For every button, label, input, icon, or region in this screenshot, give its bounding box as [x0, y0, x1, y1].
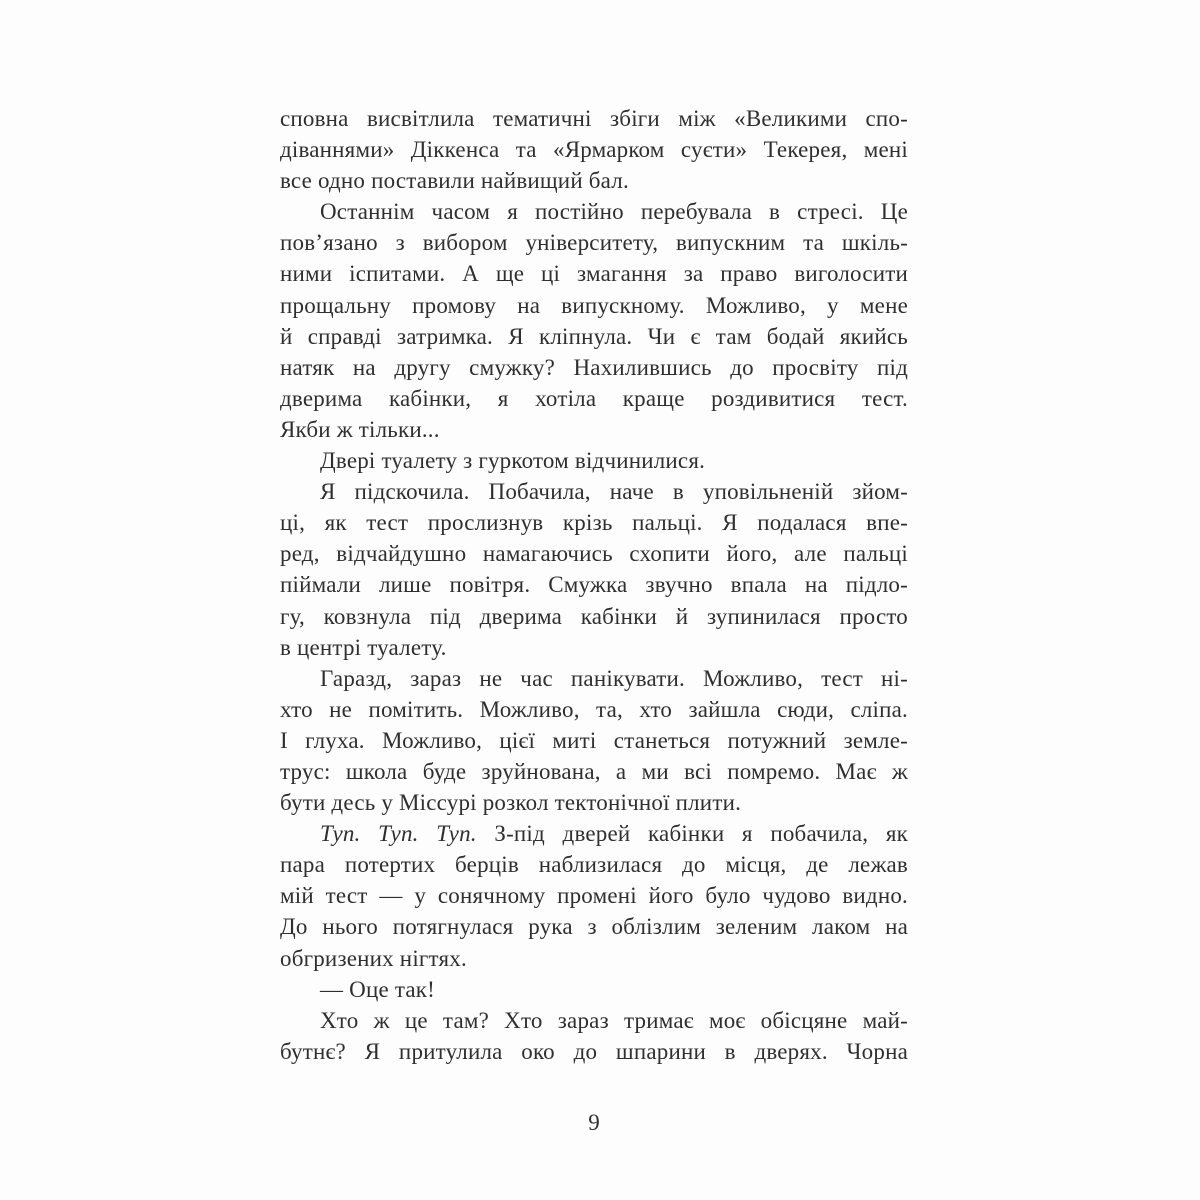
- italic-lead-text: Туп. Туп. Туп.: [320, 821, 477, 847]
- text-line: бутнє? Я притулила око до шпарини в дверях. Чорна: [280, 1038, 908, 1064]
- text-line: пара потертих берців наблизилася до місця, де лежав: [280, 852, 908, 878]
- text-line: пов’язано з вибором університету, випускним та шкіль-: [280, 230, 908, 256]
- text-line: гу, ковзнула під дверима кабінки й зупинилася просто: [280, 603, 908, 629]
- text-line: й справді затримка. Я кліпнула. Чи є там бодай якийсь: [280, 323, 908, 349]
- text-line: Двері туалету з гуркотом відчинилися.: [320, 448, 706, 474]
- text-line: бути десь у Міссурі розкол тектонічної плити.: [280, 790, 742, 816]
- text-line: [280, 818, 908, 849]
- text-line: прощальну промову на випускному. Можливо, у мене: [280, 292, 908, 318]
- text-line: в центрі туалету.: [280, 634, 447, 660]
- text-line: ред, відчайдушно намагаючись схопити його, але пальці: [280, 541, 908, 567]
- text-line: Якби ж тільки...: [280, 416, 440, 442]
- text-line: все одно поставили найвищий бал.: [280, 168, 629, 194]
- text-line: натяк на другу смужку? Нахилившись до просвіту під: [280, 354, 908, 380]
- text-line: — Оце так!: [320, 976, 436, 1002]
- text-line-rest: З-під дверей кабінки я побачила, як: [476, 821, 909, 847]
- page-text: [280, 103, 908, 1067]
- text-line: Гаразд, зараз не час панікувати. Можливо, тест ні-: [320, 665, 908, 691]
- text-line: обгризених нігтях.: [280, 945, 467, 971]
- text-line: ці, як тест прослизнув крізь пальці. Я подалася впе-: [280, 510, 908, 536]
- text-line: дверима кабінки, я хотіла краще роздивитися тест.: [280, 385, 908, 411]
- text-line: Останнім часом я постійно перебувала в стресі. Це: [320, 199, 908, 225]
- text-line: ними іспитами. А ще ці змагання за право виголосити: [280, 261, 908, 287]
- text-line: Я підскочила. Побачила, наче в уповільненій зйом-: [320, 479, 908, 505]
- text-line: хто не помітить. Можливо, та, хто зайшла сюди, сліпа.: [280, 696, 908, 722]
- text-line: мій тест — у сонячному промені його було чудово видно.: [280, 883, 908, 909]
- text-line: Хто ж це там? Хто зараз тримає моє обісцяне май-: [320, 1007, 908, 1033]
- text-line: трус: школа буде зруйнована, а ми всі помремо. Має ж: [280, 758, 908, 784]
- text-line: діваннями» Діккенса та «Ярмарком суєти» Текерея, мені: [280, 137, 908, 163]
- text-line: піймали лише повітря. Смужка звучно впала на підло-: [280, 572, 908, 598]
- text-line: сповна висвітлила тематичні збіги між «Великими спо-: [280, 106, 908, 131]
- page-number: 9: [588, 1110, 600, 1135]
- text-line: До нього потягнулася рука з облізлим зеленим лаком на: [280, 914, 908, 940]
- text-line: І глуха. Можливо, цієї миті станеться потужний земле-: [280, 727, 908, 753]
